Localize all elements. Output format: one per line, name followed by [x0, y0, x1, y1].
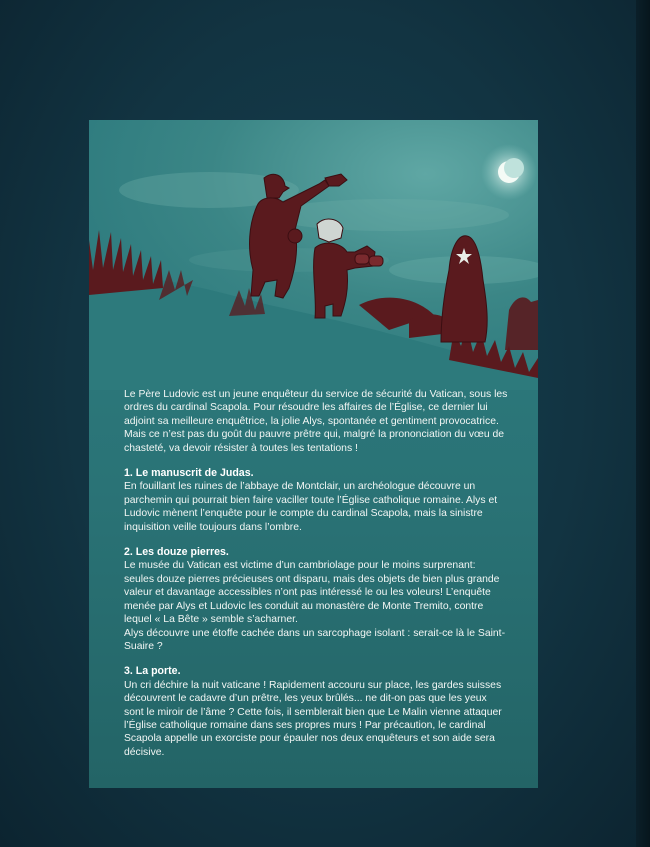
- section-title: 3. La porte.: [124, 665, 181, 678]
- section-1: [124, 467, 508, 534]
- section-title: 2. Les douze pierres.: [124, 546, 229, 559]
- content-panel: [89, 120, 538, 788]
- section-2: [124, 546, 508, 653]
- intro-paragraph: Le Père Ludovic est un jeune enquêteur du service de sécurité du Vatican, sous les ordres du cardinal Scapola. Pour résoudre les affaires de l’Église, ce dernier lui adjoint sa meilleure enquêtrice, la jolie Alys, spontanée et gentiment provocatrice. Mais ce n’est pas du goût du pauvre prêtre qui, malgré la prononciation du vœu de chasteté, va devoir résister à toutes les tentations !: [124, 389, 508, 454]
- section-paragraph: Alys découvre une étoffe cachée dans un sarcophage isolant : serait-ce là le Saint-Suaire ?: [124, 627, 506, 652]
- section-title: 1. Le manuscrit de Judas.: [124, 467, 254, 480]
- synopsis-text: [124, 388, 508, 771]
- section-paragraph: Un cri déchire la nuit vaticane ! Rapidement accouru sur place, les gardes suisses découvrent le cadavre d’un prêtre, les yeux brûlés... ne dit-on pas que les yeux sont le miroir de l’âme ? Cette fois, il semblerait bien que Le Malin vienne attaquer l’Église catholique romaine dans ses propres murs ! Par précaution, le cardinal Scapola appelle un exorciste pour épauler nos deux enquêteurs et son aide sera décisive.: [124, 679, 502, 758]
- illustration: [89, 120, 538, 390]
- section-paragraph: Le musée du Vatican est victime d’un cambriolage pour le moins surprenant: seules douze pierres précieuses ont disparu, mais des objets de bien plus grande valeur et davantage accessibles n’ont pas intéressé le ou les voleurs! L’enquête menée par Alys et Ludovic les conduit au monastère de Monte Tremito, contre lequel « La Bête » semble s’acharner.: [124, 560, 500, 626]
- section-3: [124, 665, 508, 759]
- spine-edge: [636, 0, 650, 847]
- section-paragraph: En fouillant les ruines de l’abbaye de Montclair, un archéologue découvre un parchemin qui pourrait bien faire vaciller toute l’Église catholique romaine. Alys et Ludovic mènent l’enquête pour le compte du cardinal Scapola, mais la sinistre inquisition veille toujours dans l’ombre.: [124, 481, 498, 533]
- moon-icon: [481, 144, 537, 200]
